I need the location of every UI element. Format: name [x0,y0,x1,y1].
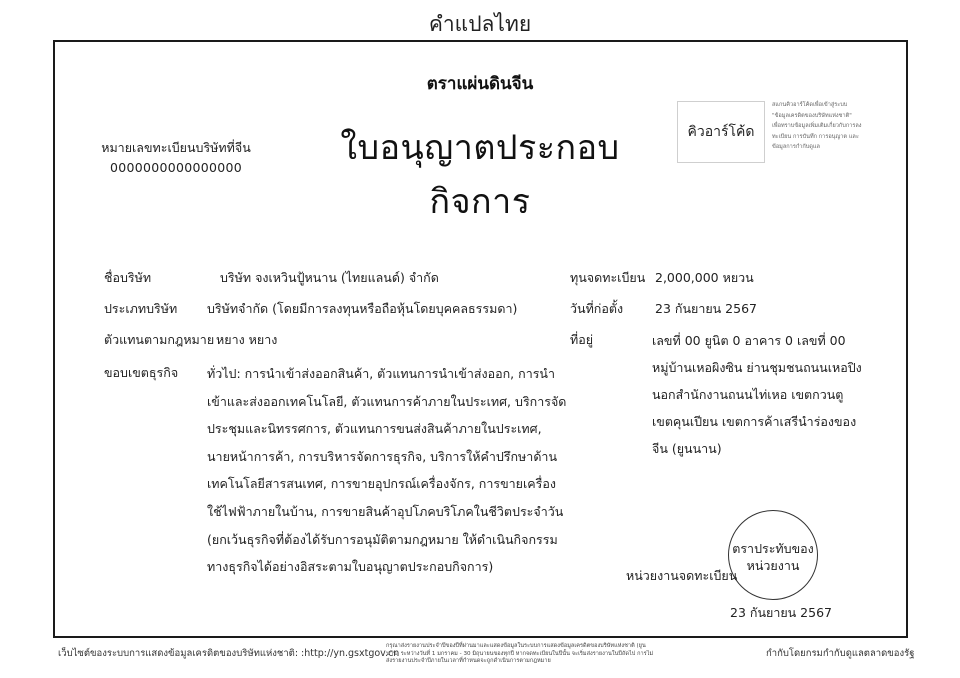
seal-stamp-icon [732,540,814,574]
registered-capital-value: 2,000,000 หยวน [655,270,754,285]
registered-capital-label: ทุนจดทะเบียน [570,270,646,285]
established-date-value: 23 กันยายน 2567 [655,301,757,316]
footer-regulator: กำกับโดยกรมกำกับดูแลตลาดของรัฐ [766,648,915,659]
legal-representative-value: หยาง หยาง [216,332,278,347]
footer-annual-report-notice: กรุณาส่งรายงานประจำปีของปีที่ผ่านมาและแสดงข้อมูลในระบบการแสดงข้อมูลเครดิตของบริษัทแห่งชาติ (ยูนนาน) ระหว่างวันที่ 1 มกราคม - 30 มิถุนายนของทุกปี หากจดทะเบียนในปีนั้น จะเริ่มส่งรายงานในปีถัดไป การไม่ส่งรายงานประจำปีภายในเวลาที่กำหนดจะถูกดำเนินการตามกฎหมาย [386,643,654,664]
qr-code-icon: คิวอาร์โค้ด [687,124,755,140]
established-date-label: วันที่ก่อตั้ง [570,301,624,316]
translation-heading: คำแปลไทย [428,12,532,36]
qr-description [772,100,892,153]
qr-description-line: ข้อมูลการกำกับดูแล [772,144,820,151]
business-scope-label: ขอบเขตธุรกิจ [104,365,179,380]
seal-text-line2: หน่วยงาน [746,558,800,573]
qr-code-placeholder [677,101,765,163]
qr-description-line: สแกนคิวอาร์โค้ดเพื่อเข้าสู่ระบบ [772,102,848,108]
address-label: ที่อยู่ [570,332,594,347]
legal-representative-label: ตัวแทนตามกฎหมาย [104,332,215,347]
registration-number: 0000000000000000 [109,160,243,175]
business-scope-value: ทั่วไป: การนำเข้าส่งออกสินค้า, ตัวแทนการนำเข้าส่งออก, การนำเข้าและส่งออกเทคโนโลยี, ตัวแทนการค้าภายในประเทศ, บริการจัดประชุมและนิทรรศการ, ตัวแทนการขนส่งสินค้าภายในประเทศ, นายหน้าการค้า, การบริหารจัดการธุรกิจ, บริการให้คำปรึกษาด้านเทคโนโลยีสารสนเทศ, การขายอุปกรณ์เครื่องจักร, การขายเครื่องใช้ไฟฟ้าภายในบ้าน, การขายสินค้าอุปโภคบริโภคในชีวิตประจำวัน (ยกเว้นธุรกิจที่ต้องได้รับการอนุมัติตามกฎหมาย ให้ดำเนินกิจกรรมทางธุรกิจได้อย่างอิสระตามใบอนุญาตประกอบกิจการ) [207,366,567,575]
address-value: เลขที่ 00 ยูนิต 0 อาคาร 0 เลขที่ 00 หมู่บ้านเหอผิงซิน ย่านชุมชนถนนเหอปิงนอกสำนักงานถนนไท่เหอ เขตกวนตู เขตคุนเปียน เขตการค้าเสรีนำร่องของจีน (ยูนนาน) [652,333,862,456]
qr-description-line: ทะเบียน การบันทึก การอนุญาต และ [772,133,859,140]
seal-text-line1: ตราประทับของ [732,541,814,556]
company-name-label: ชื่อบริษัท [104,270,152,285]
company-name-value: บริษัท จงเหวินปู้หนาน (ไทยแลนด์) จำกัด [220,270,439,285]
footer-website: เว็บไซต์ของระบบการแสดงข้อมูลเครดิตของบริษัทแห่งชาติ: :http://yn.gsxtgov.cn [58,648,400,659]
qr-description-line: "ข้อมูลเครดิตของบริษัทแห่งชาติ" [772,112,852,119]
company-type-value: บริษัทจำกัด (โดยมีการลงทุนหรือถือหุ้นโดยบุคคลธรรมดา) [207,301,518,316]
company-type-label: ประเภทบริษัท [104,301,178,316]
issue-date: 23 กันยายน 2567 [730,605,832,620]
national-emblem-label: ตราแผ่นดินจีน [426,74,534,94]
registration-number-label: หมายเลขทะเบียนบริษัทที่จีน [101,140,251,155]
official-seal [728,510,818,600]
certificate-title: ใบอนุญาตประกอบกิจการ [340,128,620,222]
registration-authority-label: หน่วยงานจดทะเบียน [626,568,738,583]
qr-description-line: เพื่อทราบข้อมูลเพิ่มเติมเกี่ยวกับการลง [772,123,862,130]
